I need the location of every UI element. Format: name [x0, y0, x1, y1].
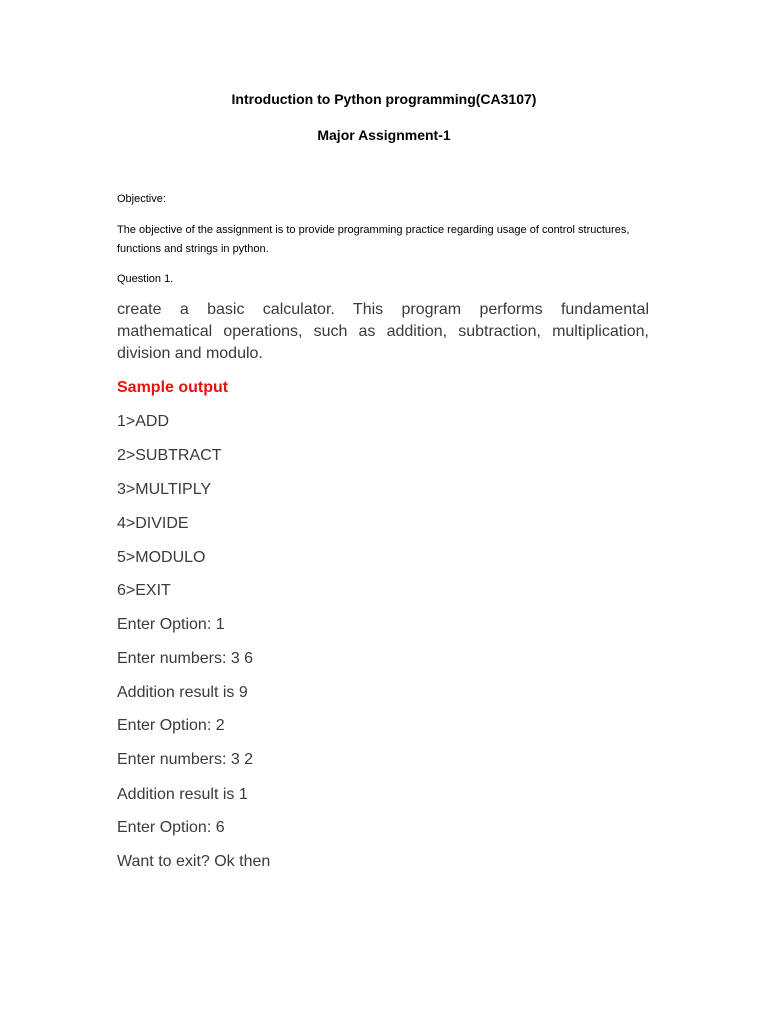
question-label: Question 1. [117, 273, 174, 285]
sample-output-line: 5>MODULO [117, 549, 206, 566]
sample-output-line: Enter numbers: 3 2 [117, 751, 254, 768]
sample-output-line: Want to exit? Ok then [117, 853, 271, 870]
sample-output-line: 6>EXIT [117, 582, 171, 599]
document-subtitle: Major Assignment-1 [317, 127, 451, 143]
sample-output-line: 4>DIVIDE [117, 515, 189, 532]
sample-output-line: Enter Option: 6 [117, 819, 225, 836]
sample-output-line: Addition result is 9 [117, 684, 248, 701]
sample-output-line: 1>ADD [117, 413, 170, 430]
question-text: create a basic calculator. This program performs fundamental mathematical operations, such as addition, subtraction, multiplication, division and modulo. [117, 301, 649, 362]
sample-output-line: Enter numbers: 3 6 [117, 650, 254, 667]
sample-output-heading: Sample output [117, 379, 229, 396]
sample-output-line: Enter Option: 2 [117, 717, 225, 734]
sample-output-line: 2>SUBTRACT [117, 447, 222, 464]
objective-text: The objective of the assignment is to provide programming practice regarding usage of control structures, functions and strings in python. [117, 224, 630, 255]
document-title: Introduction to Python programming(CA3107) [231, 91, 537, 107]
sample-output-line: Addition result is 1 [117, 786, 248, 803]
sample-output-line: 3>MULTIPLY [117, 481, 212, 498]
objective-label: Objective: [117, 193, 166, 205]
sample-output-line: Enter Option: 1 [117, 616, 225, 633]
